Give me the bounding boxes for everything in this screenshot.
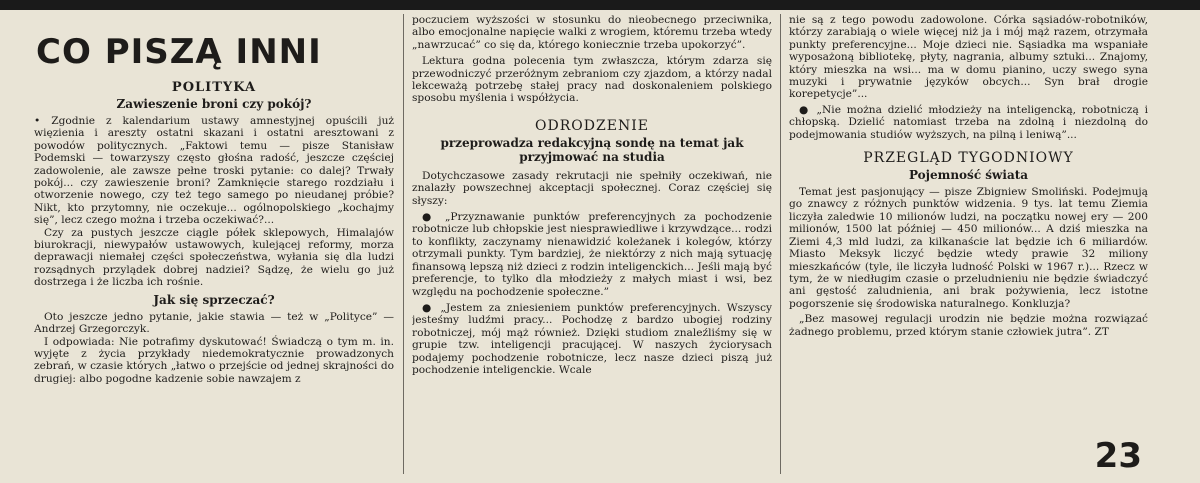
article-title: Pojemność świata — [908, 168, 1029, 183]
paragraph: nie są z tego powodu zadowolone. Córka sąsiadów-robotników, którzy zarabiają o wiele więcej niż ja i mój mąż razem, otrzymała punkty preferencyjne... Moje dzieci nie. Sąsiadka ma wspaniałe wyposażoną bibliotekę, płyty, nagrania, albumy sztuki... Znajomy, który mieszka na wsi... ma w domu pianino, uczy swego syna muzyki i prywatnie języków obcych... Syn brał drogie korepetycje”... — [789, 14, 1148, 101]
paragraph: Temat jest pasjonujący — pisze Zbigniew Smoliński. Podejmują go znawcy z różnych punktów widzenia. 9 tys. lat temu Ziemia liczyła zaledwie 10 milionów ludzi, na początku nowej ery — 200 milionów, 1500 lat później — 450 milionów... A dziś mieszka na Ziemi 4,3 mld ludzi, za kilkanaście lat będzie ich 6 miliardów. Miasto Meksyk liczyć będzie wtedy prawie 32 miliony mieszkańców (tyle, ile liczyła ludność Polski w 1967 r.)... Rzecz w tym, że w niedługim czasie o przeludnieniu nie będzie świadczyć ani gęstość zaludnienia, ani brak pożywienia, lecz istotne pogorszenie się środowiska naturalnego. Konkluzja? — [789, 186, 1148, 310]
top-rule — [0, 0, 1200, 10]
column-divider — [780, 14, 781, 474]
paragraph: Oto jeszcze jedno pytanie, jakie stawia — też w „Polityce” — Andrzej Grzegorczyk. — [34, 310, 394, 336]
column-2 — [412, 14, 772, 476]
paragraph: ● „Jestem za zniesieniem punktów preferencyjnych. Wszyscy jesteśmy ludźmi pracy... Pochodzę z bardzo ubogiej rodziny robotniczej, mój mąż również. Dzięki studiom znaleźliśmy się w grupie tzw. inteligencji pracującej. W naszych życiorysach podajemy pochodzenie robotnicze, lecz nasze dzieci piszą już pochodzenie inteligenckie. Wcale — [412, 301, 772, 376]
article-title: przeprowadza redakcyjną sondę na temat jak przyjmować na studia — [440, 135, 744, 164]
paragraph: ● „Przyznawanie punktów preferencyjnych za pochodzenie robotnicze lub chłopskie jest niesprawiedliwe i krzywdzące... rodzi to konflikty, zaczynamy nienawidzić koleżanek i kolegów, którzy otrzymali punkty. Tym bardziej, że niektórzy z nich mają sytuację finansową lepszą niż dzieci z rodzin inteligenckich... Jeśli mają być preferencje, to tylko dla młodzieży z małych miast i wsi, bez względu na pochodzenie społeczne.” — [412, 211, 772, 298]
paragraph: • Zgodnie z kalendarium ustawy amnestyjnej opuścili już więzienia i areszty ostatni skazani i ostatni aresztowani z powodów politycznych. „Faktowi temu — pisze Stanisław Podemski — towarzyszy często głośna radość, jeszcze częściej zadowolenie, ale zawsze pełne troski pytanie: co dalej? Trwały pokój... czy zawieszenie broni? Zamknięcie starego rozdziału i otworzenie nowego, czy też tego samego po nieudanej próbie? Nikt, kto przytomny, nie oczekuje... ogólnopolskiego „kochajmy się”, lecz czego można i trzeba oczekiwać?... — [34, 115, 394, 227]
paragraph: poczuciem wyższości w stosunku do nieobecnego przeciwnika, albo emocjonalne napięcie walki z wrogiem, któremu trzeba wtedy „nawrzucać” co się da, którego koniecznie trzeba upokorzyć”. — [412, 14, 772, 51]
section-title: CO PISZĄ INNI — [36, 32, 322, 72]
column-divider — [403, 14, 404, 474]
article-title: Zawieszenie broni czy pokój? — [116, 97, 312, 111]
page-number: 23 — [1094, 436, 1142, 476]
paragraph: I odpowiada: Nie potrafimy dyskutować! Świadczą o tym m. in. wyjęte z życia przykłady niedemokratycznie prowadzonych zebrań, w czasie których „łatwo o przejście od jednej skrajności do drugiej: albo pogodne kadzenie sobie nawzajem z — [34, 335, 394, 385]
paragraph: ● „Nie można dzielić młodzieży na inteligencką, robotniczą i chłopską. Dzielić natomiast trzeba na zdolną i niezdolną do podejmowania studiów wyższych, na pilną i leniwą”... — [789, 103, 1148, 141]
paragraph: „Bez masowej regulacji urodzin nie będzie można rozwiązać żadnego problemu, przed którym stanie człowiek jutra”. ZT — [789, 313, 1148, 338]
magazine-name: POLITYKA — [171, 80, 257, 95]
column-3 — [789, 14, 1148, 438]
paragraph: Czy za pustych jeszcze ciągle półek sklepowych, Himalajów biurokracji, niewypałów ustawowych, kulejącej reformy, morza deprawacji niemałej części społeczeństwa, wyłania się dla ludzi rozsądnych przylądek dobrej nadziei? Sądzę, że wielu go już dostrzega i że liczba ich rośnie. — [34, 226, 394, 289]
magazine-name: ODRODZENIE — [535, 117, 649, 134]
magazine-name: PRZEGLĄD TYGODNIOWY — [863, 150, 1074, 167]
paragraph: Dotychczasowe zasady rekrutacji nie spełniły oczekiwań, nie znalazły powszechnej akceptacji społecznej. Coraz częściej się słyszy: — [412, 169, 772, 207]
column-1 — [34, 14, 394, 476]
subheading: Jak się sprzeczać? — [153, 292, 275, 307]
paragraph: Lektura godna polecenia tym zwłaszcza, którym zdarza się przewodniczyć przeróżnym zebraniom czy zjazdom, a którzy nadal lekceważą potrzebę stałej pracy nad doskonaleniem polskiego sposobu myślenia i współżycia. — [412, 55, 772, 105]
